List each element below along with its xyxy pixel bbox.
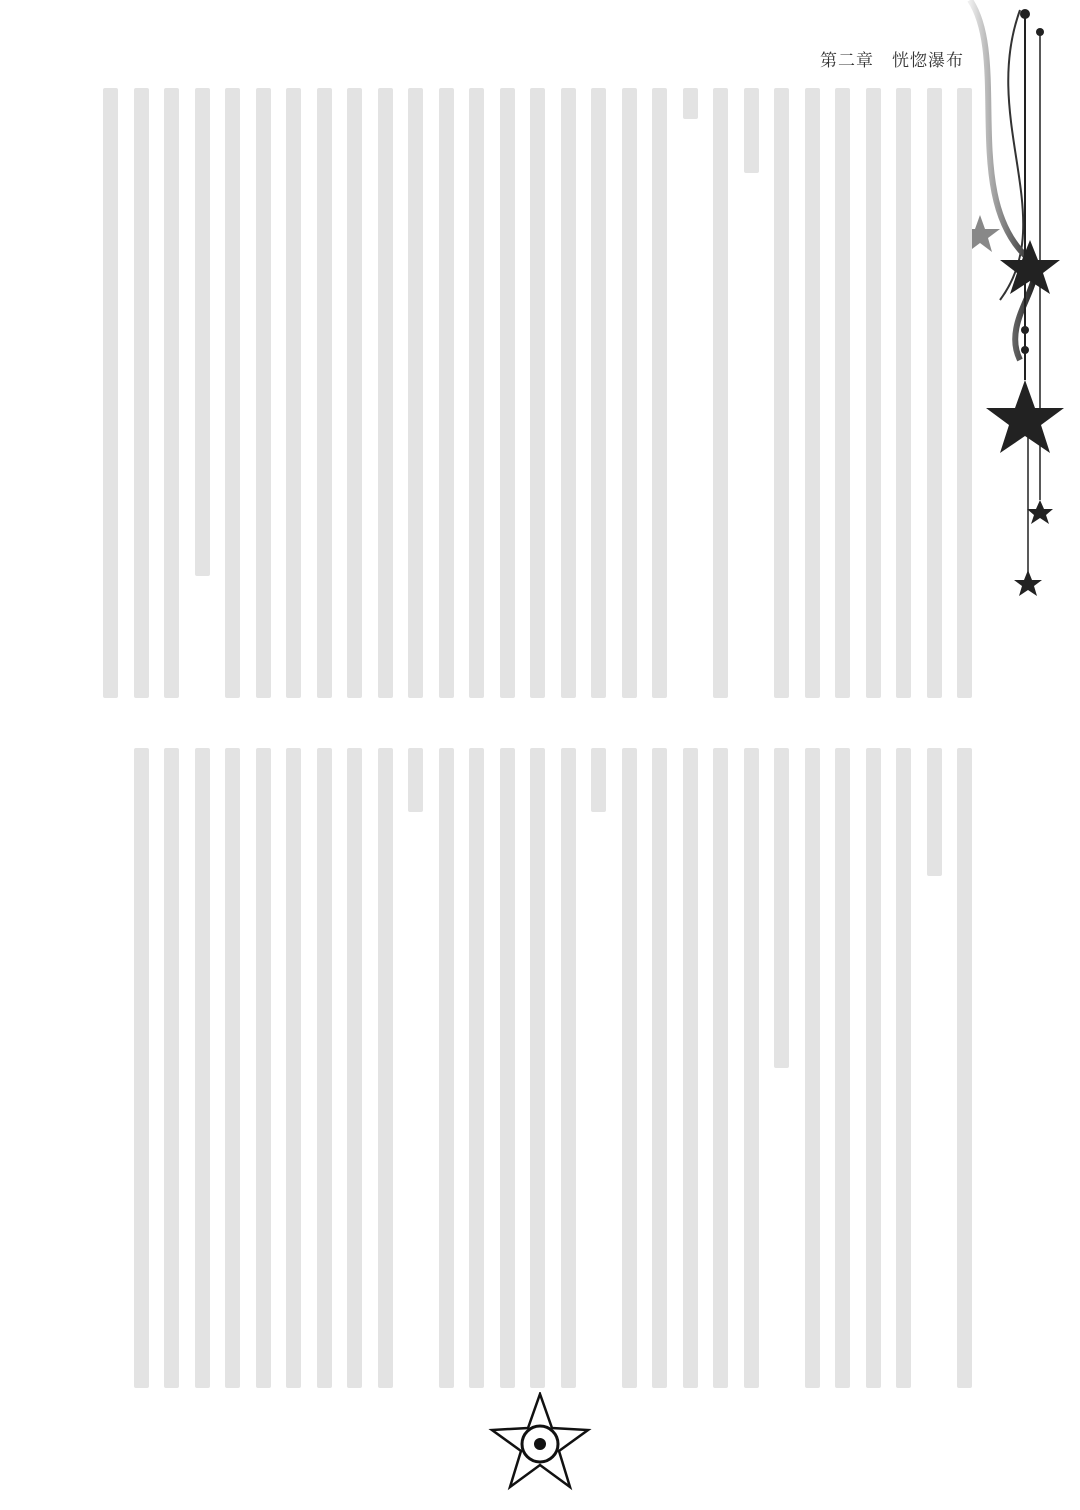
text-column (469, 748, 484, 1388)
text-column (500, 748, 515, 1388)
text-column (744, 748, 759, 1388)
text-column (378, 748, 393, 1388)
text-column (866, 748, 881, 1388)
text-column (347, 748, 362, 1388)
text-column (408, 88, 423, 698)
text-column (561, 88, 576, 698)
text-column (652, 88, 667, 698)
text-column (561, 748, 576, 1388)
text-column (439, 88, 454, 698)
text-column (652, 748, 667, 1388)
text-column (591, 88, 606, 698)
text-column (927, 88, 942, 698)
text-column (530, 748, 545, 1388)
star-icon (986, 380, 1064, 453)
text-column (134, 88, 149, 698)
text-column (103, 88, 118, 698)
text-column (225, 88, 240, 698)
text-column (957, 88, 972, 698)
text-column (591, 748, 606, 812)
text-block-bottom (134, 748, 973, 1388)
text-column (408, 748, 423, 812)
text-column (439, 748, 454, 1388)
flower-star-ornament (488, 1392, 592, 1492)
text-column (835, 748, 850, 1388)
text-column (896, 748, 911, 1388)
text-column (774, 88, 789, 698)
star-icon (1014, 570, 1042, 596)
text-column (927, 748, 942, 876)
text-column (164, 748, 179, 1388)
text-column (500, 88, 515, 698)
text-column (866, 88, 881, 698)
text-column (347, 88, 362, 698)
text-column (835, 88, 850, 698)
text-column (256, 88, 271, 698)
text-column (622, 748, 637, 1388)
text-column (530, 88, 545, 698)
text-column (683, 88, 698, 119)
text-column (805, 748, 820, 1388)
text-column (195, 88, 210, 576)
text-column (317, 88, 332, 698)
text-column (134, 748, 149, 1388)
text-column (805, 88, 820, 698)
text-column (683, 748, 698, 1388)
text-column (286, 88, 301, 698)
text-column (378, 88, 393, 698)
text-column (713, 748, 728, 1388)
text-column (957, 748, 972, 1388)
text-column (317, 748, 332, 1388)
text-column (622, 88, 637, 698)
text-column (286, 748, 301, 1388)
text-column (469, 88, 484, 698)
chapter-header: 第二章 恍惚瀑布 (820, 51, 964, 71)
star-icon (1027, 500, 1053, 524)
text-column (195, 748, 210, 1388)
text-column (774, 748, 789, 1068)
text-column (225, 748, 240, 1388)
text-column (713, 88, 728, 698)
text-column (896, 88, 911, 698)
text-column (164, 88, 179, 698)
text-column (744, 88, 759, 173)
text-block-top (103, 88, 972, 698)
text-column (256, 748, 271, 1388)
